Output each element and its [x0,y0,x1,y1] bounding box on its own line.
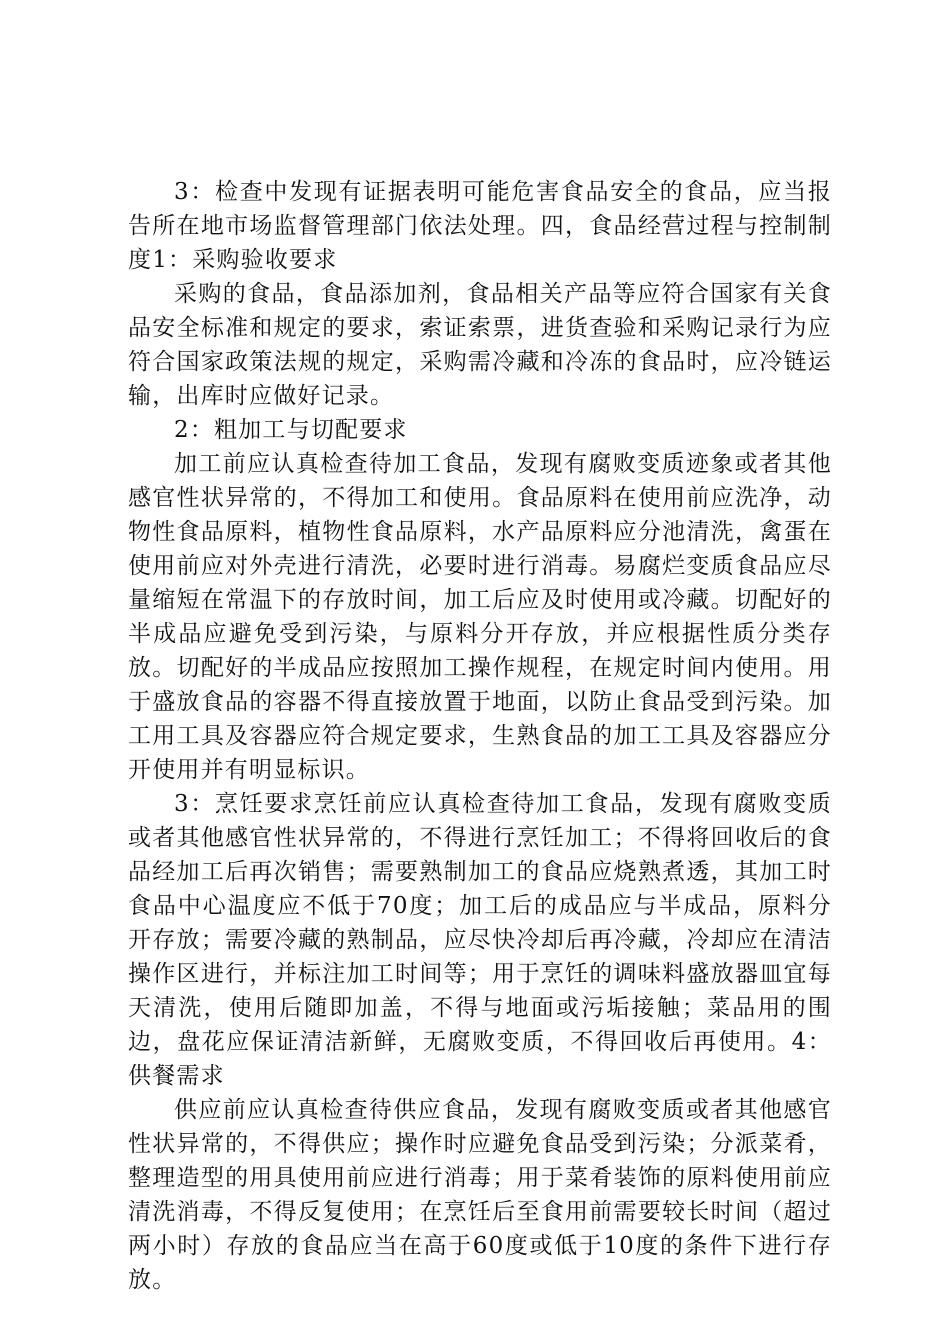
document-body [128,175,832,1297]
paragraph-purchase-acceptance: 采购的食品，食品添加剂，食品相关产品等应符合国家有关食品安全标准和规定的要求，索证索票，进货查验和采购记录行为应符合国家政策法规的规定，采购需冷藏和冷冻的食品时，应冷链运输，出库时应做好记录。 [128,281,832,409]
paragraph-serving-requirements: 供应前应认真检查待供应食品，发现有腐败变质或者其他感官性状异常的，不得供应；操作时应避免食品受到污染；分派菜肴，整理造型的用具使用前应进行消毒；用于菜肴装饰的原料使用前应清洗消毒，不得反复使用；在烹饪后至食用前需要较长时间（超过两小时）存放的食品应当在高于60度或低于10度的条件下进行存放。 [128,1097,832,1293]
paragraph-rough-processing-heading: 2：粗加工与切配要求 [174,417,408,443]
paragraph-rough-processing: 加工前应认真检查待加工食品，发现有腐败变质迹象或者其他感官性状异常的，不得加工和使用。食品原料在使用前应洗净，动物性食品原料，植物性食品原料，水产品原料应分池清洗，禽蛋在使用前应对外壳进行清洗，必要时进行消毒。易腐烂变质食品应尽量缩短在常温下的存放时间，加工后应及时使用或冷藏。切配好的半成品应避免受到污染，与原料分开存放，并应根据性质分类存放。切配好的半成品应按照加工操作规程，在规定时间内使用。用于盛放食品的容器不得直接放置于地面，以防止食品受到污染。加工用工具及容器应符合规定要求，生熟食品的加工工具及容器应分开使用并有明显标识。 [128,451,832,783]
paragraph-inspection-report: 3：检查中发现有证据表明可能危害食品安全的食品，应当报告所在地市场监督管理部门依法处理。四，食品经营过程与控制制度1：采购验收要求 [128,179,832,273]
paragraph-cooking-requirements: 3：烹饪要求烹饪前应认真检查待加工食品，发现有腐败变质或者其他感官性状异常的，不得进行烹饪加工；不得将回收后的食品经加工后再次销售；需要熟制加工的食品应烧熟煮透，其加工时食品中心温度应不低于70度；加工后的成品应与半成品，原料分开存放；需要冷藏的熟制品，应尽快冷却后再冷藏，冷却应在清洁操作区进行，并标注加工时间等；用于烹饪的调味料盛放器皿宜每天清洗，使用后随即加盖，不得与地面或污垢接触；菜品用的围边，盘花应保证清洁新鲜，无腐败变质，不得回收后再使用。4：供餐需求 [128,791,832,1089]
